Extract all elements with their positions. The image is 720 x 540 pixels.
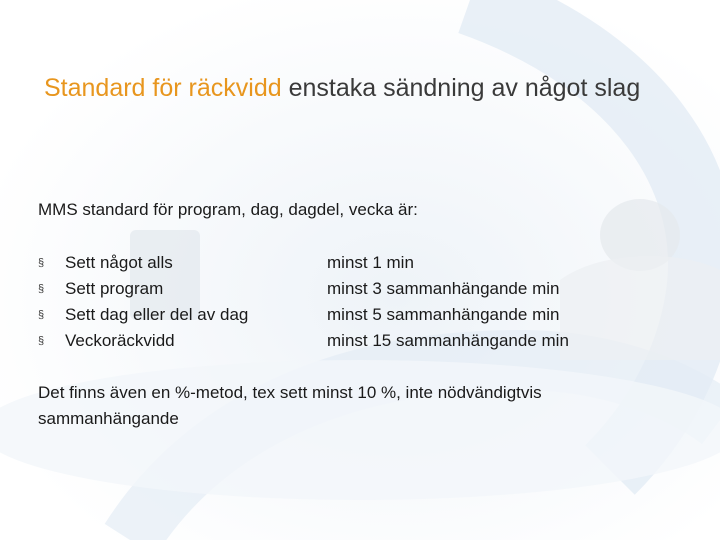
- item-value: minst 15 sammanhängande min: [327, 331, 569, 350]
- footer-note: Det finns även en %-metod, tex sett minst 10 %, inte nödvändigtvis sammanhängande: [38, 383, 542, 428]
- slide-title: [44, 72, 684, 104]
- item-value: minst 5 sammanhängande min: [327, 305, 560, 324]
- item-value: minst 1 min: [327, 253, 414, 272]
- item-value: minst 3 sammanhängande min: [327, 279, 560, 298]
- title-highlight: Standard för räckvidd: [44, 74, 282, 102]
- title-rest: enstaka sändning av något slag: [281, 74, 641, 102]
- bullet-icon: §: [38, 335, 45, 347]
- bullet-icon: §: [38, 309, 45, 321]
- list-item: [38, 328, 569, 354]
- item-label: Veckoräckvidd: [65, 331, 175, 350]
- item-label: Sett dag eller del av dag: [65, 305, 249, 324]
- item-label: Sett något alls: [65, 253, 173, 272]
- standard-list: [38, 250, 569, 354]
- bullet-icon: §: [38, 257, 45, 269]
- list-item: [38, 276, 569, 302]
- item-label: Sett program: [65, 279, 164, 298]
- intro-text: MMS standard för program, dag, dagdel, vecka är:: [38, 200, 418, 219]
- bullet-icon: §: [38, 283, 45, 295]
- list-item: [38, 250, 569, 276]
- list-item: [38, 302, 569, 328]
